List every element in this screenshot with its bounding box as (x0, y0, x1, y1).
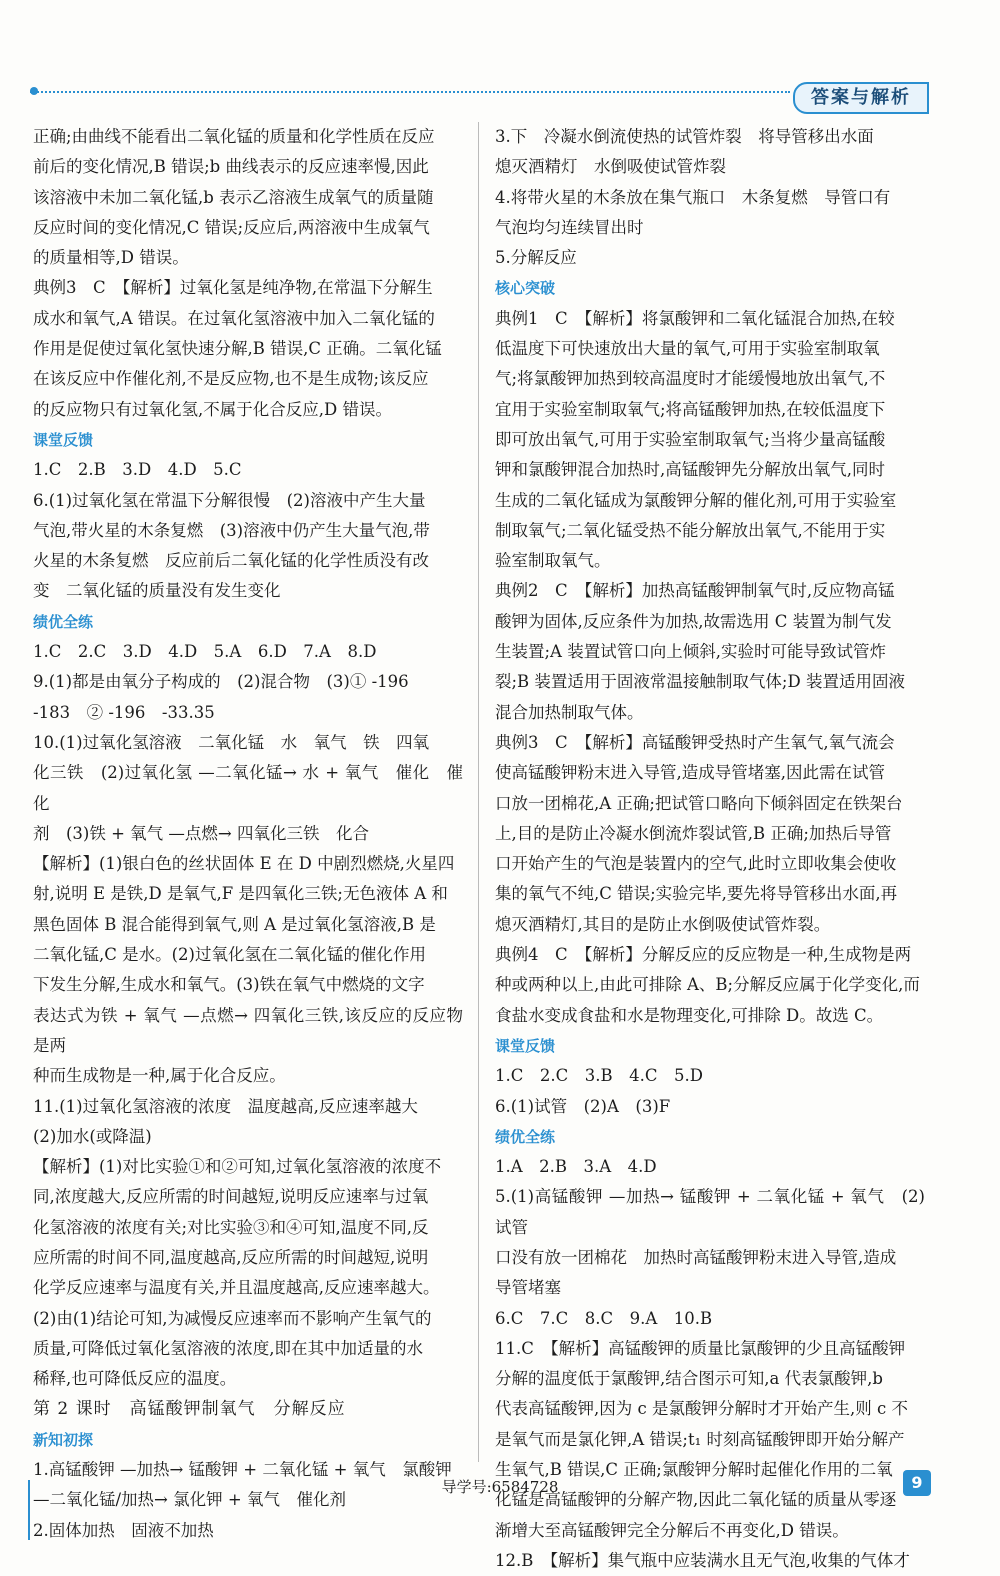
right-column (495, 122, 925, 1576)
lesson-title: 第 2 课时 高锰酸钾制氧气 分解反应 (33, 1399, 346, 1420)
text-line: 6.(1)试管 (2)A (3)F (495, 1096, 671, 1116)
column-divider (478, 122, 479, 1462)
text-line: 渐增大至高锰酸钾完全分解后不再变化,D 错误。 (495, 1520, 849, 1540)
section-heading-new: 新知初探 (33, 1430, 94, 1449)
text-line: 3.下 冷凝水倒流使热的试管炸裂 将导管移出水面 (495, 127, 874, 146)
text-line: 11.C 【解析】高锰酸钾的质量比氯酸钾的少且高锰酸钾 (495, 1338, 906, 1358)
text-line: 钾和氯酸钾混合加热时,高锰酸钾先分解放出氧气,同时 (495, 460, 885, 480)
text-line: 【解析】(1)对比实验①和②可知,过氧化氢溶液的浓度不 (33, 1157, 442, 1177)
text-line: 生装置;A 装置试管口向上倾斜,实验时可能导致试管炸 (495, 642, 886, 662)
text-line: 1.高锰酸钾 —加热→ 锰酸钾 + 二氧化锰 + 氧气 氯酸钾 (33, 1460, 452, 1480)
text-line: 酸钾为固体,反应条件为加热,故需选用 C 装置为制气发 (495, 611, 892, 631)
text-line: 稀释,也可降低反应的温度。 (33, 1369, 237, 1389)
text-line: -183 ② -196 -33.35 (33, 702, 215, 722)
text-line: 正确;由曲线不能看出二氧化锰的质量和化学性质在反应 (33, 127, 435, 146)
text-line: 气;将氯酸钾加热到较高温度时才能缓慢地放出氧气,不 (495, 369, 886, 389)
text-line: 典例1 C 【解析】将氯酸钾和二氧化锰混合加热,在较 (495, 308, 895, 328)
text-line: 化三铁 (2)过氧化氢 —二氧化锰→ 水 + 氧气 催化 催化 (33, 763, 463, 813)
text-line: 熄灭酒精灯,其目的是防止水倒吸使试管炸裂。 (495, 914, 831, 934)
text-line: 即可放出氧气,可用于实验室制取氧气;当将少量高锰酸 (495, 429, 886, 449)
text-line: 的反应物只有过氧化氢,不属于化合反应,D 错误。 (33, 399, 392, 419)
text-line: 黑色固体 B 混合能得到氧气,则 A 是过氧化氢溶液,B 是 (33, 914, 436, 934)
text-line: 熄灭酒精灯 水倒吸使试管炸裂 (495, 157, 726, 177)
text-line: 上,目的是防止冷凝水倒流炸裂试管,B 正确;加热后导管 (495, 823, 892, 843)
text-line: 【解析】(1)银白色的丝状固体 E 在 D 中剧烈燃烧,火星四 (33, 854, 455, 874)
right-block-2 (495, 304, 925, 1031)
text-line: 6.(1)过氧化氢在常温下分解很慢 (2)溶液中产生大量 (33, 490, 426, 510)
text-line: 剂 (3)铁 + 氧气 —点燃→ 四氧化三铁 化合 (33, 823, 370, 843)
text-line: 种而生成物是一种,属于化合反应。 (33, 1066, 286, 1086)
text-line: 裂;B 装置适用于固液常温接触制取气体;D 装置适用固液 (495, 672, 905, 692)
left-block-2 (33, 455, 463, 606)
text-line: 典例2 C 【解析】加热高锰酸钾制氧气时,反应物高锰 (495, 581, 895, 601)
text-line: 宜用于实验室制取氧气;将高锰酸钾加热,在较低温度下 (495, 399, 886, 419)
text-line: 1.C 2.C 3.B 4.C 5.D (495, 1066, 703, 1086)
text-line: 表达式为铁 + 氧气 —点燃→ 四氧化三铁,该反应的反应物是两 (33, 1005, 463, 1055)
text-line: 反应时间的变化情况,C 错误;反应后,两溶液中生成氧气 (33, 217, 430, 237)
text-line: 6.C 7.C 8.C 9.A 10.B (495, 1308, 713, 1328)
text-line: —二氧化锰/加热→ 氯化钾 + 氧气 催化剂 (33, 1490, 346, 1510)
text-line: 成水和氧气,A 错误。在过氧化氢溶液中加入二氧化锰的 (33, 308, 435, 328)
study-number: 导学号:6584728 (441, 1478, 559, 1496)
text-line: 口没有放一团棉花 加热时高锰酸钾粉末进入导管,造成 (495, 1247, 897, 1267)
text-line: 化氢溶液的浓度有关;对比实验③和④可知,温度不同,反 (33, 1217, 429, 1237)
right-block-4 (495, 1152, 925, 1576)
text-line: 1.C 2.C 3.D 4.D 5.A 6.D 7.A 8.D (33, 642, 377, 662)
text-line: 代表高锰酸钾,因为 c 是氯酸钾分解时才开始产生,则 c 不 (495, 1399, 908, 1419)
text-line: 的质量相等,D 错误。 (33, 248, 189, 268)
text-line: 同,浓度越大,反应所需的时间越短,说明反应速率与过氧 (33, 1187, 429, 1207)
text-line: (2)由(1)结论可知,为减慢反应速率而不影响产生氧气的 (33, 1308, 432, 1328)
text-line: 5.(1)高锰酸钾 —加热→ 锰酸钾 + 二氧化锰 + 氧气 (2)试管 (495, 1187, 925, 1237)
text-line: 集的氧气不纯,C 错误;实验完毕,要先将导管移出水面,再 (495, 884, 898, 904)
text-line: 分解的温度低于氯酸钾,结合图示可知,a 代表氯酸钾,b (495, 1369, 883, 1389)
text-line: 5.分解反应 (495, 248, 577, 268)
text-line: 作用是促使过氧化氢快速分解,B 错误,C 正确。二氧化锰 (33, 339, 442, 359)
text-line: 12.B 【解析】集气瓶中应装满水且无气泡,收集的气体才 (495, 1550, 910, 1570)
text-line: 火星的木条复燃 反应前后二氧化锰的化学性质没有改 (33, 551, 429, 571)
text-line: 1.A 2.B 3.A 4.D (495, 1157, 657, 1177)
text-line: 1.C 2.B 3.D 4.D 5.C (33, 460, 242, 480)
text-line: (2)加水(或降温) (33, 1126, 152, 1146)
text-line: 化学反应速率与温度有关,并且温度越高,反应速率越大。 (33, 1278, 440, 1298)
text-line: 口开始产生的气泡是装置内的空气,此时立即收集会使收 (495, 854, 897, 874)
text-line: 低温度下可快速放出大量的氧气,可用于实验室制取氧 (495, 339, 880, 359)
section-heading-practice: 绩优全练 (33, 612, 94, 631)
section-heading-feedback: 课堂反馈 (33, 430, 94, 449)
text-line: 生氧气,B 错误,C 正确;氯酸钾分解时起催化作用的二氧 (495, 1460, 893, 1480)
text-line: 二氧化锰,C 是水。(2)过氧化氢在二氧化锰的催化作用 (33, 945, 426, 965)
text-line: 生成的二氧化锰成为氯酸钾分解的催化剂,可用于实验室 (495, 490, 897, 510)
left-block-4 (33, 1455, 463, 1546)
text-line: 9.(1)都是由氧分子构成的 (2)混合物 (3)① -196 (33, 672, 409, 692)
section-heading-feedback: 课堂反馈 (495, 1036, 556, 1055)
text-line: 典例3 C 【解析】过氧化氢是纯净物,在常温下分解生 (33, 278, 433, 298)
text-line: 气泡均匀连续冒出时 (495, 217, 644, 237)
text-line: 11.(1)过氧化氢溶液的浓度 温度越高,反应速率越大 (33, 1096, 418, 1116)
page-number: 9 (903, 1470, 931, 1496)
text-line: 4.将带火星的木条放在集气瓶口 木条复燃 导管口有 (495, 187, 891, 207)
header-badge: 答案与解析 (793, 82, 929, 114)
left-column (33, 122, 463, 1546)
section-heading-core: 核心突破 (495, 279, 556, 298)
left-block-1 (33, 122, 463, 425)
text-line: 制取氧气;二氧化锰受热不能分解放出氧气,不能用于实 (495, 520, 886, 540)
text-line: 下发生分解,生成水和氧气。(3)铁在氧气中燃烧的文字 (33, 975, 425, 995)
text-line: 导管堵塞 (495, 1278, 561, 1298)
right-block-1 (495, 122, 925, 273)
header-rule (30, 91, 790, 93)
text-line: 食盐水变成食盐和水是物理变化,可排除 D。故选 C。 (495, 1005, 884, 1025)
text-line: 种或两种以上,由此可排除 A、B;分解反应属于化学变化,而 (495, 975, 920, 995)
right-block-3 (495, 1061, 925, 1122)
text-line: 应所需的时间不同,温度越高,反应所需的时间越短,说明 (33, 1247, 429, 1267)
text-line: 口放一团棉花,A 正确;把试管口略向下倾斜固定在铁架台 (495, 793, 903, 813)
text-line: 气泡,带火星的木条复燃 (3)溶液中仍产生大量气泡,带 (33, 520, 430, 540)
text-line: 射,说明 E 是铁,D 是氧气,F 是四氧化三铁;无色液体 A 和 (33, 884, 448, 904)
text-line: 典例4 C 【解析】分解反应的反应物是一种,生成物是两 (495, 945, 912, 965)
text-line: 验室制取氧气。 (495, 551, 611, 571)
text-line: 是氧气而是氯化钾,A 错误;t₁ 时刻高锰酸钾即开始分解产 (495, 1429, 905, 1449)
text-line: 变 二氧化锰的质量没有发生变化 (33, 581, 281, 601)
text-line: 使高锰酸钾粉末进入导管,造成导管堵塞,因此需在试管 (495, 763, 885, 783)
text-line: 典例3 C 【解析】高锰酸钾受热时产生氧气,氧气流会 (495, 732, 895, 752)
text-line: 2.固体加热 固液不加热 (33, 1520, 214, 1540)
left-block-3 (33, 637, 463, 1394)
text-line: 质量,可降低过氧化氢溶液的浓度,即在其中加适量的水 (33, 1338, 423, 1358)
text-line: 在该反应中作催化剂,不是反应物,也不是生成物;该反应 (33, 369, 429, 389)
text-line: 化锰是高锰酸钾的分解产物,因此二氧化锰的质量从零逐 (495, 1490, 897, 1510)
text-line: 10.(1)过氧化氢溶液 二氧化锰 水 氧气 铁 四氧 (33, 732, 430, 752)
text-line: 该溶液中未加二氧化锰,b 表示乙溶液生成氧气的质量随 (33, 187, 434, 207)
text-line: 混合加热制取气体。 (495, 702, 644, 722)
text-line: 前后的变化情况,B 错误;b 曲线表示的反应速率慢,因此 (33, 157, 429, 177)
section-heading-practice: 绩优全练 (495, 1127, 556, 1146)
